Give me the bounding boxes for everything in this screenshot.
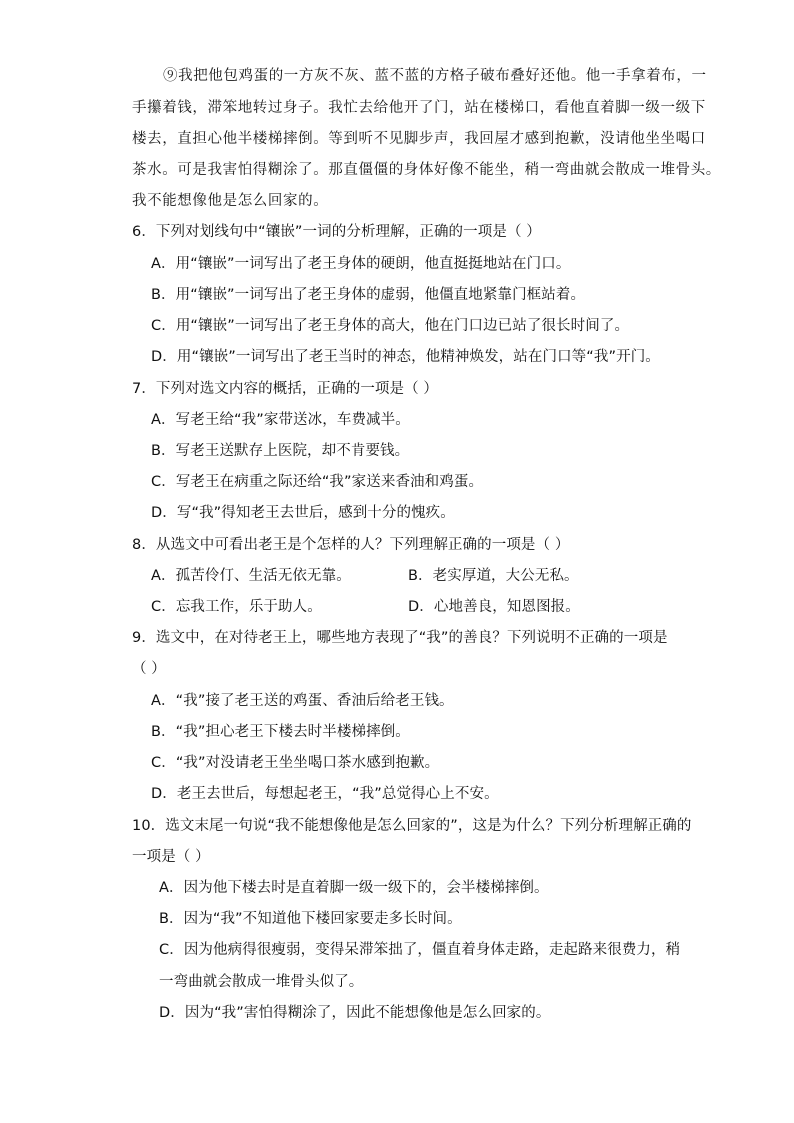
passage-line-1: ⑨我把他包鸡蛋的一方灰不灰、蓝不蓝的方格子破布叠好还他。他一手拿着布，一 bbox=[163, 68, 707, 84]
question-9-stem-line-1: 9．选文中，在对待老王上，哪些地方表现了“我”的善良？下列说明不正确的一项是 bbox=[132, 630, 668, 646]
question-8-option-d: D．心地善良，知恩图报。 bbox=[408, 599, 580, 615]
question-9-option-d: D．老王去世后，每想起老王，“我”总觉得心上不安。 bbox=[151, 786, 499, 802]
question-7-option-a: A．写老王给“我”家带送冰，车费减半。 bbox=[151, 412, 410, 428]
question-9-option-a: A．“我”接了老王送的鸡蛋、香油后给老王钱。 bbox=[151, 693, 454, 709]
question-9-stem-line-2: （ ） bbox=[132, 661, 166, 677]
passage-line-5: 我不能想像他是怎么回家的。 bbox=[132, 193, 329, 209]
question-8-stem: 8．从选文中可看出老王是个怎样的人？下列理解正确的一项是（ ） bbox=[132, 537, 570, 553]
question-8-option-b: B．老实厚道，大公无私。 bbox=[408, 568, 579, 584]
question-6-stem: 6．下列对划线句中“镶嵌”一词的分析理解，正确的一项是（ ） bbox=[132, 224, 541, 240]
question-10-option-b: B．因为“我”不知道他下楼回家要走多长时间。 bbox=[159, 911, 462, 927]
question-6-option-a: A．用“镶嵌”一词写出了老王身体的硬朗，他直挺挺地站在门口。 bbox=[151, 256, 571, 272]
question-7-stem: 7．下列对选文内容的概括，正确的一项是（ ） bbox=[132, 381, 439, 397]
passage-line-3: 楼去，直担心他半楼梯摔倒。等到听不见脚步声，我回屋才感到抱歉，没请他坐坐喝口 bbox=[132, 131, 706, 147]
passage-line-2: 手攥着钱，滞笨地转过身子。我忙去给他开了门，站在楼梯口，看他直着脚一级一级下 bbox=[132, 100, 706, 116]
question-7-option-d: D．写“我”得知老王去世后，感到十分的愧疚。 bbox=[151, 505, 455, 521]
question-10-stem-line-1: 10．选文末尾一句说“我不能想像他是怎么回家的”，这是为什么？下列分析理解正确的 bbox=[132, 818, 692, 834]
question-9-option-b: B．“我”担心老王下楼去时半楼梯摔倒。 bbox=[151, 724, 410, 740]
question-8-option-c: C．忘我工作，乐于助人。 bbox=[151, 599, 322, 615]
question-7-option-b: B．写老王送默存上医院，却不肯要钱。 bbox=[151, 443, 410, 459]
question-8-option-a: A．孤苦伶仃、生活无依无靠。 bbox=[151, 568, 351, 584]
question-9-option-c: C．“我”对没请老王坐坐喝口茶水感到抱歉。 bbox=[151, 755, 440, 771]
question-7-option-c: C．写老王在病重之际还给“我”家送来香油和鸡蛋。 bbox=[151, 474, 484, 490]
question-6-option-c: C．用“镶嵌”一词写出了老王身体的高大，他在门口边已站了很长时间了。 bbox=[151, 318, 630, 334]
question-10-option-d: D．因为“我”害怕得糊涂了，因此不能想像他是怎么回家的。 bbox=[159, 1005, 551, 1021]
question-10-option-c-line-1: C．因为他病得很瘦弱，变得呆滞笨拙了，僵直着身体走路，走起路来很费力，稍 bbox=[159, 942, 681, 958]
question-10-stem-line-2: 一项是（ ） bbox=[132, 849, 210, 865]
question-10-option-a: A．因为他下楼去时是直着脚一级一级下的，会半楼梯摔倒。 bbox=[159, 880, 549, 896]
question-6-option-b: B．用“镶嵌”一词写出了老王身体的虚弱，他僵直地紧靠门框站着。 bbox=[151, 287, 586, 303]
passage-line-4: 茶水。可是我害怕得糊涂了。那直僵僵的身体好像不能坐，稍一弯曲就会散成一堆骨头。 bbox=[132, 162, 721, 178]
question-6-option-d: D．用“镶嵌”一词写出了老王当时的神态，他精神焕发，站在门口等“我”开门。 bbox=[151, 349, 660, 365]
question-10-option-c-line-2: 一弯曲就会散成一堆骨头似了。 bbox=[159, 974, 364, 990]
